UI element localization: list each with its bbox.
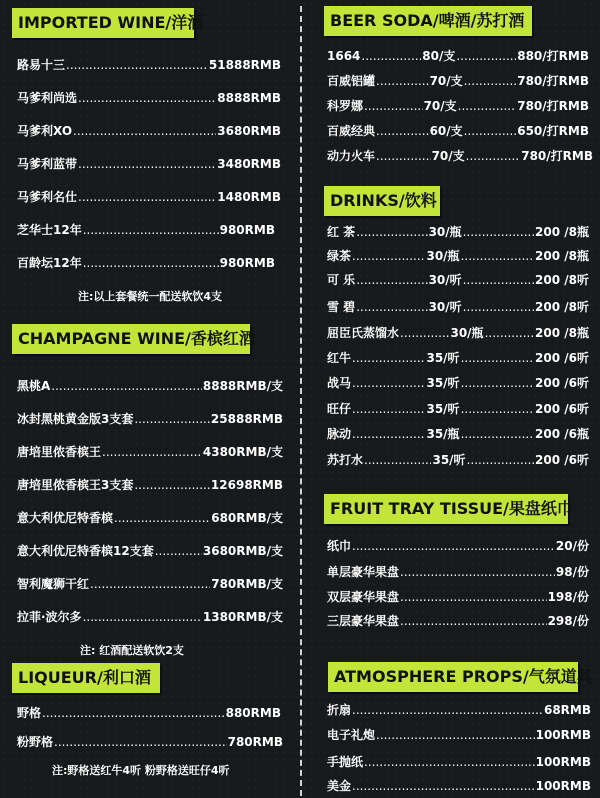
item-price: 200 /8听 [535, 273, 589, 287]
menu-item [327, 724, 591, 746]
item-price: 780/打RMB [517, 74, 589, 88]
item-name: 马爹利蓝带 [17, 157, 78, 171]
item-name: 马爹利尚选 [17, 91, 78, 105]
item-name: 双层豪华果盘 [327, 590, 400, 604]
menu-item [327, 449, 589, 471]
item-price: 12698RMB [210, 478, 283, 492]
item-unit-price: 70/支 [423, 99, 457, 113]
item-price: 68RMB [543, 703, 591, 717]
item-price: 650/打RMB [517, 124, 589, 138]
item-price: 880RMB [225, 706, 281, 720]
item-price: 3480RMB [217, 157, 281, 171]
item-name: 旺仔 [327, 402, 352, 416]
item-unit-price: 35/瓶 [426, 427, 460, 441]
section-header-champagne-wine: CHAMPAGNE WINE/香槟红酒 [12, 324, 250, 354]
section-header-drinks: DRINKS/饮料 [324, 186, 440, 216]
item-price: 298/份 [547, 614, 589, 628]
item-name: 意大利优尼特香槟 [17, 511, 114, 525]
item-price: 25888RMB [210, 412, 283, 426]
item-price: 20/份 [555, 539, 589, 553]
item-name: 单层豪华果盘 [327, 565, 400, 579]
item-unit-price: 30/瓶 [428, 225, 462, 239]
item-unit-price: 30/听 [428, 300, 462, 314]
menu-item [327, 586, 589, 608]
menu-item [327, 322, 589, 344]
item-price: 200 /8瓶 [535, 225, 589, 239]
item-name: 百威经典 [327, 124, 376, 138]
item-name: 可 乐 [327, 273, 356, 287]
item-price: 780RMB/支 [211, 577, 283, 591]
item-name: 路易十三 [17, 58, 66, 72]
menu-item [327, 347, 589, 369]
item-name: 屈臣氏蒸馏水 [327, 326, 400, 340]
item-price: 200 /6听 [535, 351, 589, 365]
item-name: 智利魔狮干红 [17, 577, 90, 591]
item-unit-price: 30/瓶 [426, 249, 460, 263]
item-price: 100RMB [535, 779, 591, 793]
item-price: 780/打RMB [517, 99, 589, 113]
item-price: 100RMB [535, 755, 591, 769]
menu-item [327, 372, 589, 394]
menu-item [327, 699, 591, 721]
item-name: 电子礼炮 [327, 728, 376, 742]
item-unit-price: 35/听 [426, 376, 460, 390]
section-header-beer-soda: BEER SODA/啤酒/苏打酒 [324, 6, 532, 36]
item-price: 780/打RMB [521, 149, 593, 163]
item-price: 680RMB/支 [211, 511, 283, 525]
item-price: 8888RMB/支 [202, 379, 283, 393]
item-price: 200 /6听 [535, 376, 589, 390]
item-unit-price: 35/听 [426, 351, 460, 365]
item-name: 马爹利名仕 [17, 190, 78, 204]
item-name: 马爹利XO [17, 124, 73, 138]
item-name: 唐培里侬香槟王3支套 [17, 478, 134, 492]
item-name: 纸巾 [327, 539, 352, 553]
item-name: 三层豪华果盘 [327, 614, 400, 628]
item-price: 200 /8听 [535, 300, 589, 314]
item-unit-price: 35/听 [432, 453, 466, 467]
item-name: 芝华士12年 [17, 223, 82, 237]
menu-item [327, 269, 589, 291]
menu-item [327, 398, 589, 420]
item-price: 780RMB [227, 735, 283, 749]
item-name: 红 茶 [327, 225, 356, 239]
item-price: 3680RMB/支 [202, 544, 283, 558]
menu-item [327, 296, 589, 318]
menu-item [327, 535, 589, 557]
menu-item [327, 95, 589, 117]
item-name: 百威铝罐 [327, 74, 376, 88]
menu-item [327, 610, 589, 632]
item-price: 8888RMB [217, 91, 281, 105]
item-price: 980RMB [219, 256, 275, 270]
item-name: 科罗娜 [327, 99, 364, 113]
item-price: 98/份 [555, 565, 589, 579]
menu-item [327, 561, 589, 583]
item-name: 野格 [17, 706, 42, 720]
section-header-liqueur: LIQUEUR/利口酒 [12, 663, 160, 693]
section-header-atmosphere-props: ATMOSPHERE PROPS/气氛道具 [328, 662, 578, 692]
item-name: 粉野格 [17, 735, 54, 749]
menu-item [327, 145, 593, 167]
item-name: 手抛纸 [327, 755, 364, 769]
item-name: 唐培里侬香槟王 [17, 445, 102, 459]
menu-item [327, 751, 591, 773]
item-price: 200 /6听 [535, 453, 589, 467]
menu-item [327, 775, 591, 797]
item-unit-price: 80/支 [422, 49, 456, 63]
item-unit-price: 70/支 [431, 149, 465, 163]
menu-item [327, 221, 589, 243]
item-name: 百龄坛12年 [17, 256, 82, 270]
item-name: 拉菲·波尔多 [17, 610, 82, 624]
section-header-imported-wine: IMPORTED WINE/洋酒 [12, 8, 194, 38]
item-name: 1664 [327, 49, 361, 63]
menu-item [327, 245, 589, 267]
item-price: 980RMB [219, 223, 275, 237]
section-note: 注:以上套餐统一配送软饮4支 [78, 290, 223, 303]
item-unit-price: 30/瓶 [450, 326, 484, 340]
item-name: 绿茶 [327, 249, 352, 263]
item-price: 200 /6听 [535, 402, 589, 416]
item-price: 200 /6瓶 [535, 427, 589, 441]
item-price: 200 /8瓶 [535, 326, 589, 340]
item-price: 198/份 [547, 590, 589, 604]
menu-item [327, 70, 589, 92]
item-name: 红牛 [327, 351, 352, 365]
item-price: 880/打RMB [517, 49, 589, 63]
menu-item [327, 120, 589, 142]
item-unit-price: 30/听 [428, 273, 462, 287]
item-price: 200 /8瓶 [535, 249, 589, 263]
item-price: 3680RMB [217, 124, 281, 138]
section-note: 注:野格送红牛4听 粉野格送旺仔4听 [52, 764, 230, 777]
menu-item [327, 45, 589, 67]
item-name: 动力火车 [327, 149, 376, 163]
section-header-fruit-tray-tissue: FRUIT TRAY TISSUE/果盘纸巾 [324, 494, 568, 524]
item-name: 脉动 [327, 427, 352, 441]
item-price: 1380RMB/支 [202, 610, 283, 624]
item-name: 美金 [327, 779, 352, 793]
section-note: 注: 红酒配送软饮2支 [80, 644, 184, 657]
item-name: 冰封黑桃黄金版3支套 [17, 412, 134, 426]
item-price: 4380RMB/支 [202, 445, 283, 459]
item-unit-price: 60/支 [429, 124, 463, 138]
item-name: 战马 [327, 376, 352, 390]
item-name: 苏打水 [327, 453, 364, 467]
item-price: 51888RMB [208, 58, 281, 72]
item-price: 100RMB [535, 728, 591, 742]
item-name: 黑桃A [17, 379, 51, 393]
item-name: 折扇 [327, 703, 352, 717]
item-unit-price: 70/支 [429, 74, 463, 88]
item-price: 1480RMB [217, 190, 281, 204]
menu-item [327, 423, 589, 445]
item-unit-price: 35/听 [426, 402, 460, 416]
item-name: 意大利优尼特香槟12支套 [17, 544, 154, 558]
item-name: 雪 碧 [327, 300, 356, 314]
